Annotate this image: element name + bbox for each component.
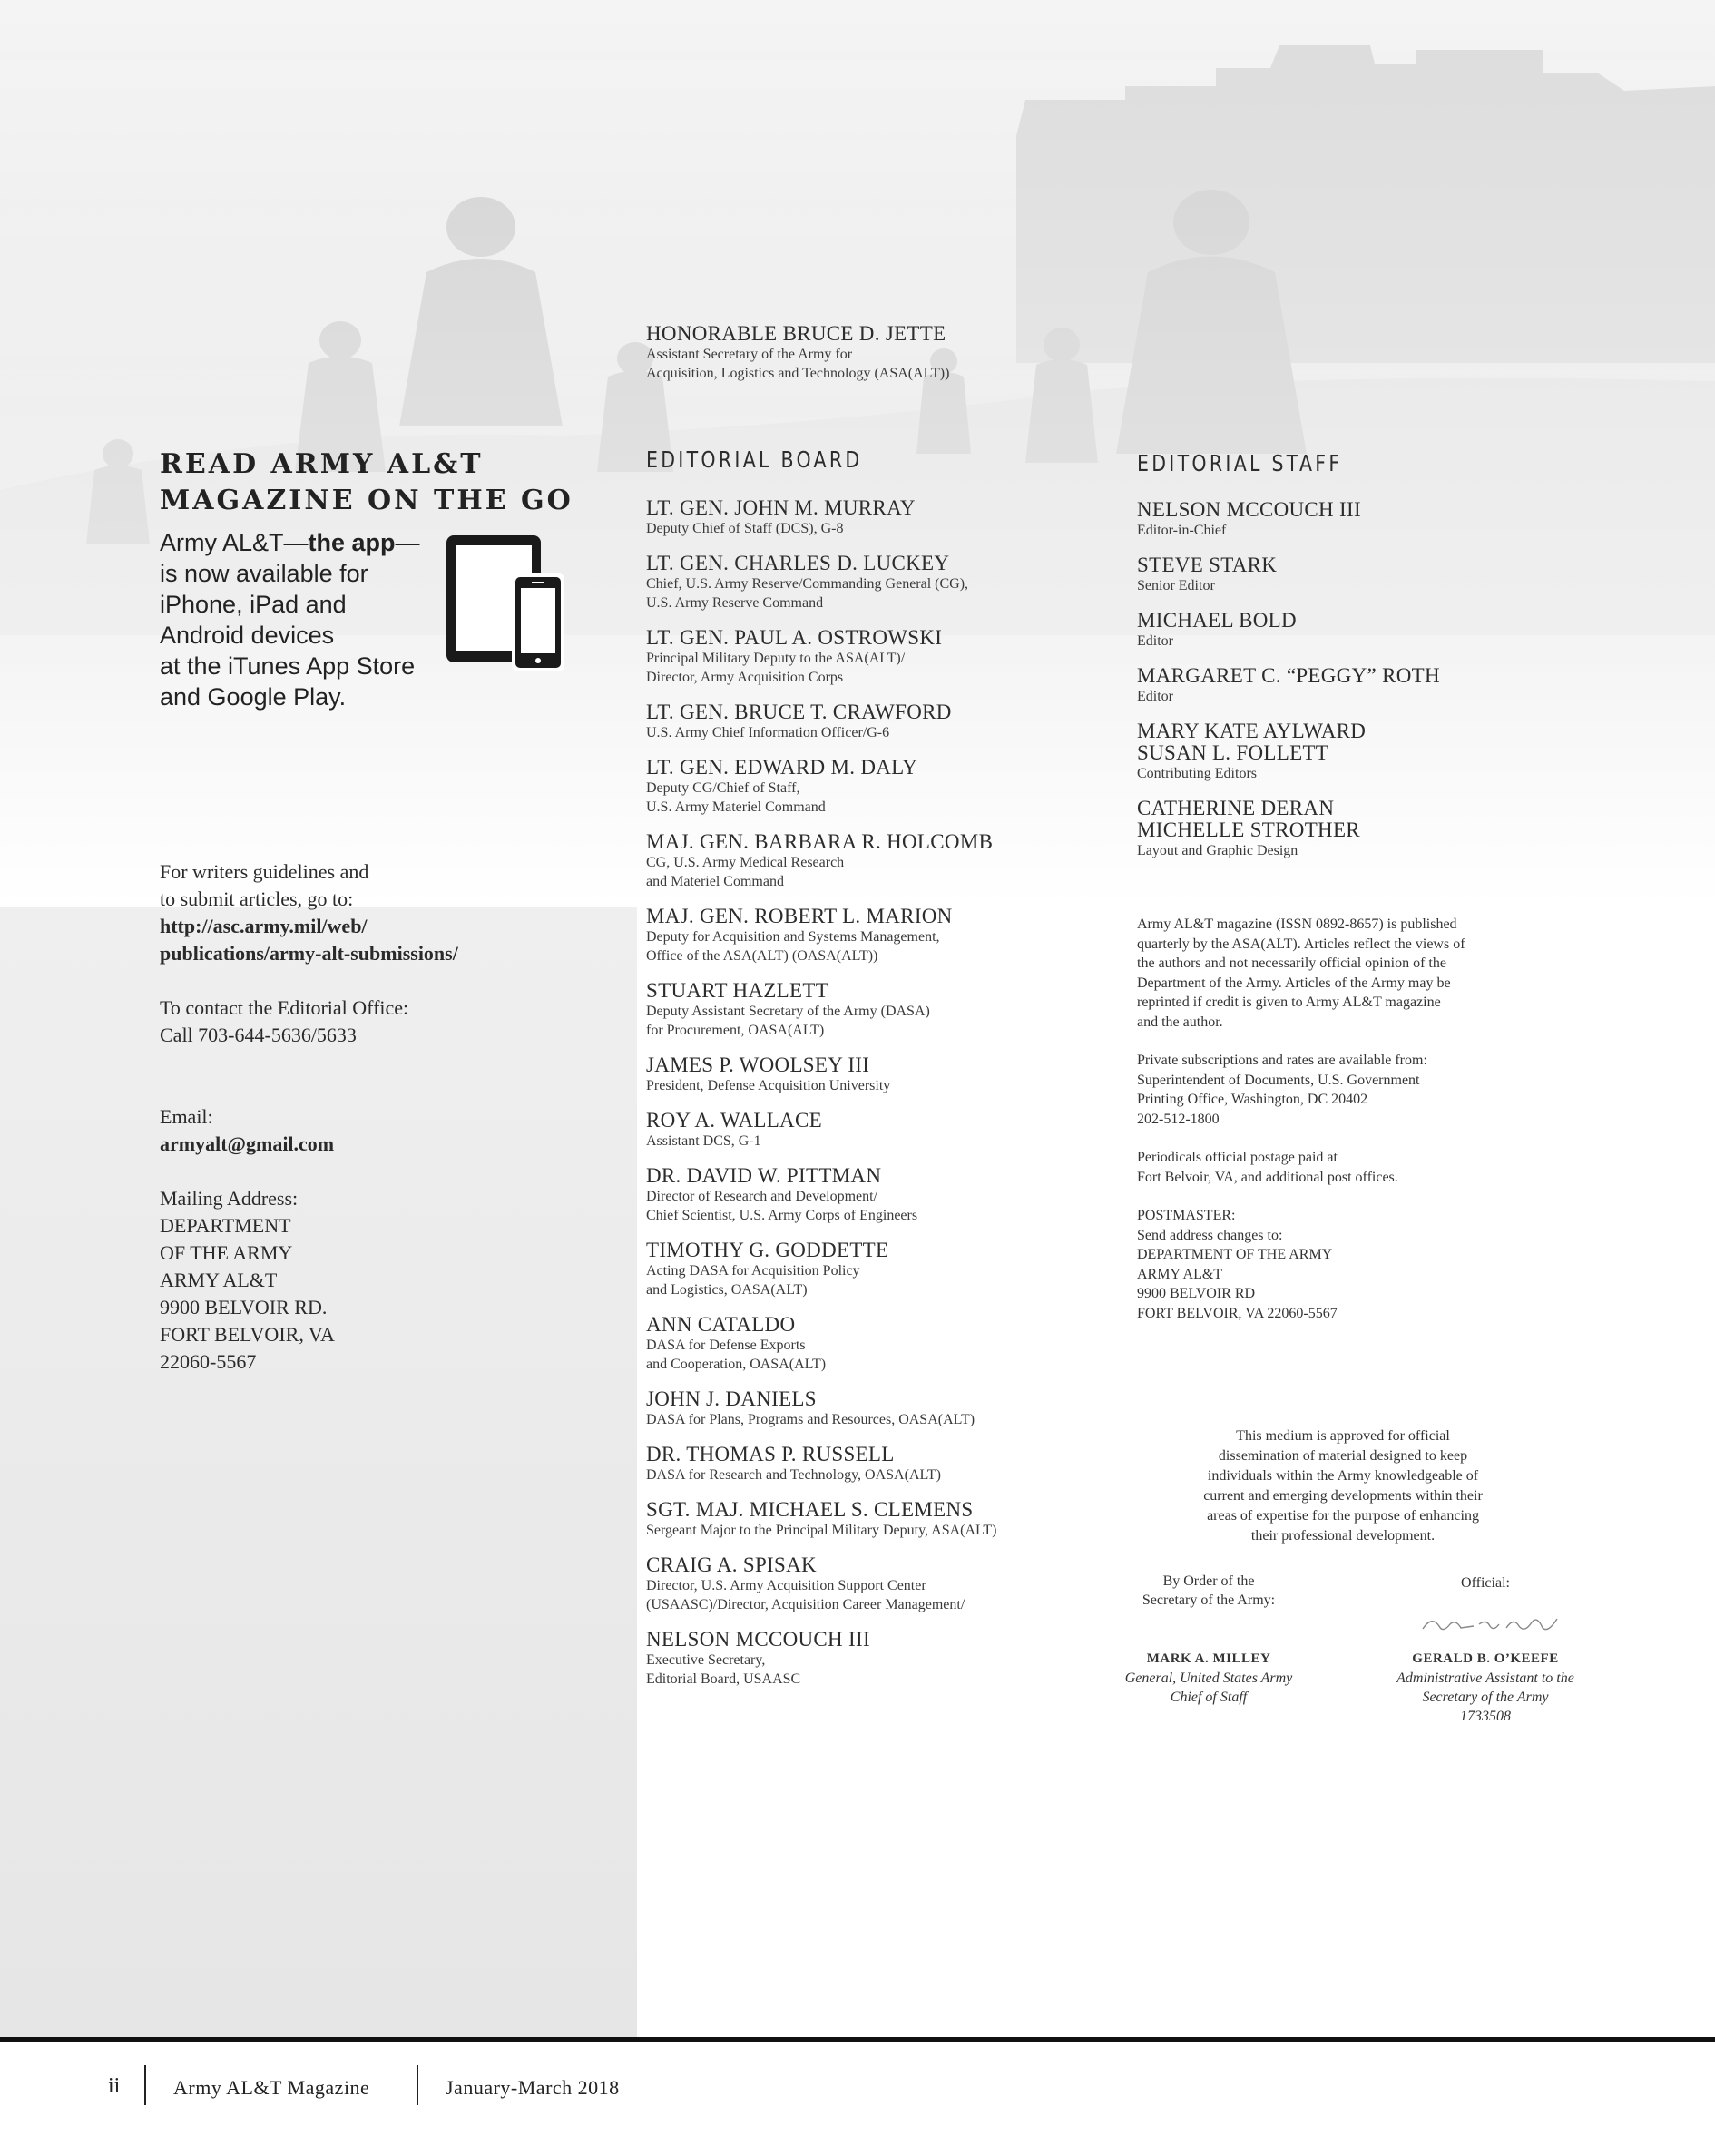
signature-image [1416,1606,1570,1642]
editorial-board-list [646,497,1054,1703]
tablet-phone-icon [445,534,567,674]
magazine-name: Army AL&T Magazine [173,2076,370,2099]
email-link[interactable]: armyalt@gmail.com [160,1132,335,1155]
footer-divider [416,2065,418,2105]
editorial-staff-heading: EDITORIAL STAFF [1137,450,1343,476]
submissions-link-cont[interactable]: publications/army-alt-submissions/ [160,942,458,965]
signer-okeefe: GERALD B. O’KEEFE Administrative Assistant to the Secretary of the Army 1733508 [1396,1651,1574,1724]
footer-divider [144,2065,146,2105]
mailing-address: Mailing Address: DEPARTMENT OF THE ARMY ARMY AL&T 9900 BELVOIR RD. FORT BELVOIR, VA 22060-5567 [160,1187,335,1373]
submissions-link[interactable]: http://asc.army.mil/web/ [160,915,368,937]
board-member: DR. DAVID W. PITTMAN Director of Research and Development/ Chief Scientist, U.S. Army Corps of Engineers [646,1164,918,1223]
contact-info: For writers guidelines and to submit articles, go to: http://asc.army.mil/web/ publications/army-alt-submissions/ To contact the Editorial Office: Call 703-644-5636/5633 Email: armyalt@gmail.com Mailing Address: DEPARTMENT OF THE ARMY ARMY AL&T 9900 BELVOIR RD. FORT BELVOIR, VA 22060-5567 [160,858,559,1403]
signer-milley: MARK A. MILLEY General, United States Army Chief of Staff [1124,1651,1293,1705]
board-member: JOHN J. DANIELS DASA for Plans, Programs and Resources, OASA(ALT) [646,1387,975,1427]
board-member: LT. GEN. JOHN M. MURRAY Deputy Chief of Staff (DCS), G-8 [646,496,916,536]
board-member: ANN CATALDO DASA for Defense Exports and Cooperation, OASA(ALT) [646,1313,827,1372]
board-member: JAMES P. WOOLSEY III President, Defense Acquisition University [646,1054,891,1093]
board-member: SGT. MAJ. MICHAEL S. CLEMENS Sergeant Major to the Principal Military Deputy, ASA(ALT) [646,1498,997,1538]
page-number: ii [108,2074,121,2098]
board-member: CRAIG A. SPISAK Director, U.S. Army Acquisition Support Center (USAASC)/Director, Acquisition Career Management/ [646,1553,965,1612]
board-member: TIMOTHY G. GODDETTE Acting DASA for Acquisition Policy and Logistics, OASA(ALT) [646,1239,889,1298]
staff-member: CATHERINE DERAN MICHELLE STROTHER Layout and Graphic Design [1137,797,1360,858]
postmaster-info: POSTMASTER: Send address changes to: DEPARTMENT OF THE ARMY ARMY AL&T 9900 BELVOIR RD FORT BELVOIR, VA 22060-5567 [1137,1208,1338,1321]
page-footer [0,2062,1715,2107]
app-promo-text: Army AL&T—the app— is now available for iPhone, iPad and Android devices at the iTunes App Store and Google Play. [160,529,420,710]
postage-info: Periodicals official postage paid at Fort Belvoir, VA, and additional post offices. [1137,1150,1398,1185]
subscription-info: Private subscriptions and rates are available from: Superintendent of Documents, U.S. Government Printing Office, Washington, DC 20402 202-512-1800 [1137,1053,1427,1127]
publication-info [1137,915,1518,1342]
issue-date: January-March 2018 [446,2076,620,2099]
staff-member: NELSON MCCOUCH III Editor-in-Chief [1137,498,1361,538]
staff-member: MICHAEL BOLD Editor [1137,609,1297,649]
staff-member: MARGARET C. “PEGGY” ROTH Editor [1137,664,1440,704]
app-promo-heading: READ ARMY AL&T MAGAZINE ON THE GO [160,448,573,516]
by-order-label: By Order of the Secretary of the Army: [1142,1573,1276,1608]
staff-member: STEVE STARK Senior Editor [1137,554,1278,593]
publication-statement: Army AL&T magazine (ISSN 0892-8657) is published quarterly by the ASA(ALT). Articles reflect the views of the authors and not necessarily official opinion of the Department of the Army. Articles of the Army may be reprinted if credit is given to Army AL&T magazine and the author. [1137,916,1465,1030]
editorial-staff-list [1137,499,1518,875]
board-member: LT. GEN. EDWARD M. DALY Deputy CG/Chief of Staff, U.S. Army Materiel Command [646,756,918,815]
board-member: STUART HAZLETT Deputy Assistant Secretary of the Army (DASA) for Procurement, OASA(ALT) [646,979,930,1038]
board-member: MAJ. GEN. ROBERT L. MARION Deputy for Acquisition and Systems Management, Office of the ASA(ALT) (OASA(ALT)) [646,905,953,964]
editorial-board-heading: EDITORIAL BOARD [646,446,863,473]
approval-statement: This medium is approved for official dissemination of material designed to keep individuals within the Army knowledgeable of current and emerging developments within their areas of expertise for the purpose of enhancing their professional development. [1203,1428,1483,1544]
board-member: NELSON MCCOUCH III Executive Secretary, Editorial Board, USAASC [646,1628,870,1687]
official-label: Official: [1461,1575,1510,1591]
asa-alt-entry: HONORABLE BRUCE D. JETTE Assistant Secretary of the Army for Acquisition, Logistics and Technology (ASA(ALT)) [646,322,950,381]
board-member: DR. THOMAS P. RUSSELL DASA for Research and Technology, OASA(ALT) [646,1443,941,1483]
board-member: MAJ. GEN. BARBARA R. HOLCOMB CG, U.S. Army Medical Research and Materiel Command [646,830,994,889]
board-member: LT. GEN. CHARLES D. LUCKEY Chief, U.S. Army Reserve/Commanding General (CG), U.S. Army Reserve Command [646,552,969,611]
board-member: LT. GEN. PAUL A. OSTROWSKI Principal Military Deputy to the ASA(ALT)/ Director, Army Acquisition Corps [646,626,943,685]
board-member: LT. GEN. BRUCE T. CRAWFORD U.S. Army Chief Information Officer/G-6 [646,701,952,740]
staff-member: MARY KATE AYLWARD SUSAN L. FOLLETT Contributing Editors [1137,720,1367,781]
footer-rule [0,2037,1715,2042]
board-member: ROY A. WALLACE Assistant DCS, G-1 [646,1109,822,1149]
